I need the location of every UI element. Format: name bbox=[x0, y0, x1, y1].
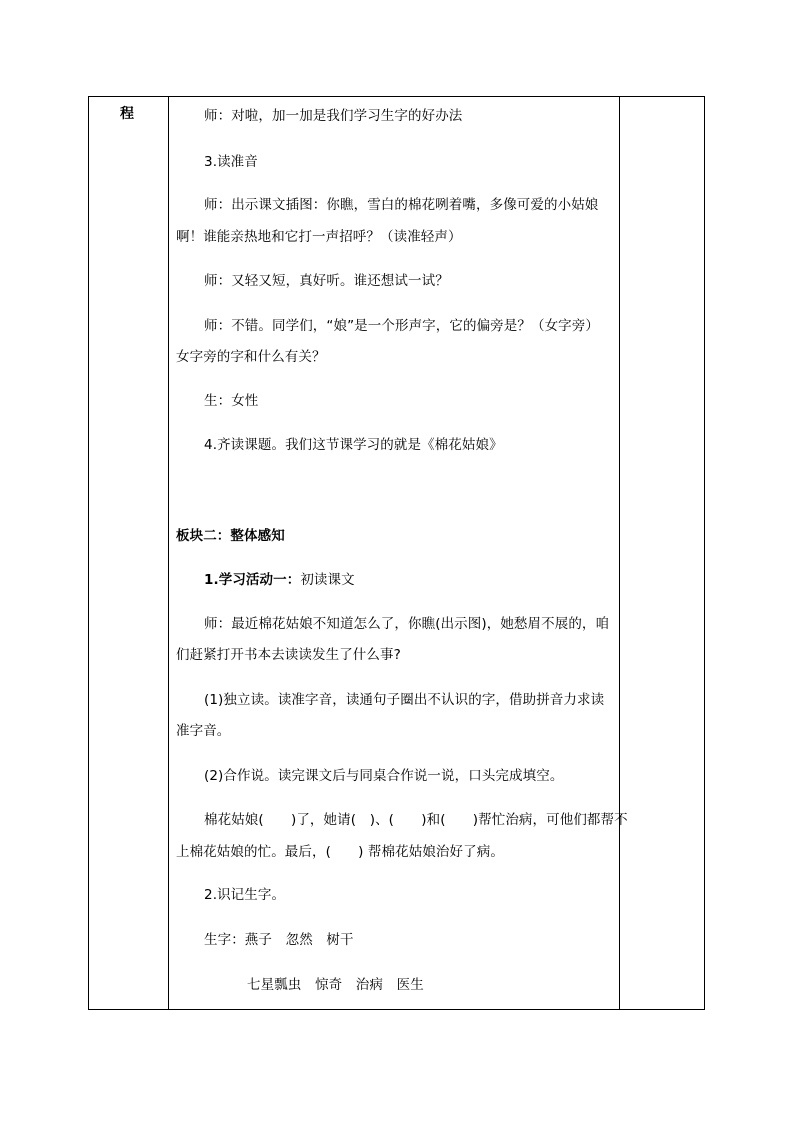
text-line: 师：最近棉花姑娘不知道怎么了，你瞧(出示图)，她愁眉不展的，咱 bbox=[204, 616, 610, 632]
text-line: 七星瓢虫 惊奇 治病 医生 bbox=[247, 977, 424, 993]
text-line: 2.识记生字。 bbox=[204, 887, 286, 903]
text-line: 4.齐读课题。我们这节课学习的就是《棉花姑娘》 bbox=[204, 437, 503, 453]
text-line: 准字音。 bbox=[176, 723, 231, 739]
text-line: 师：对啦，加一加是我们学习生字的好办法 bbox=[204, 108, 463, 124]
activity-line bbox=[204, 568, 355, 588]
text-line: 师：不错。同学们，“娘”是一个形声字，它的偏旁是？（女字旁） bbox=[204, 318, 599, 334]
text-line: 生：女性 bbox=[204, 393, 259, 409]
text-line: (2)合作说。读完课文后与同桌合作说一说，口头完成填空。 bbox=[204, 768, 564, 784]
column-divider bbox=[168, 96, 169, 1010]
table-right-column bbox=[619, 96, 705, 1010]
text-line: 们赶紧打开书本去读读发生了什么事? bbox=[176, 647, 401, 663]
text-line: 师：出示课文插图：你瞧，雪白的棉花咧着嘴，多像可爱的小姑娘 bbox=[204, 197, 599, 213]
text-line: 啊！谁能亲热地和它打一声招呼？（读准轻声） bbox=[176, 229, 462, 245]
activity-label: 1.学习活动一： bbox=[204, 572, 301, 588]
row-label: 程 bbox=[120, 106, 134, 122]
text-line: 女字旁的字和什么有关？ bbox=[176, 349, 326, 365]
activity-text: 初读课文 bbox=[300, 572, 355, 588]
text-line: 生字：燕子 忽然 树干 bbox=[204, 932, 354, 948]
text-line: 3.读准音 bbox=[204, 154, 258, 170]
text-line: 棉花姑娘( )了，她请( )、( )和( )帮忙治病，可他们都帮不 bbox=[204, 812, 628, 828]
text-line: (1)独立读。读准字音，读通句子圈出不认识的字，借助拼音力求读 bbox=[204, 692, 605, 708]
text-line: 师：又轻又短，真好听。谁还想试一试？ bbox=[204, 273, 449, 289]
section-title: 板块二：整体感知 bbox=[176, 528, 285, 544]
text-line: 上棉花姑娘的忙。最后，( ) 帮棉花姑娘治好了病。 bbox=[176, 844, 504, 860]
